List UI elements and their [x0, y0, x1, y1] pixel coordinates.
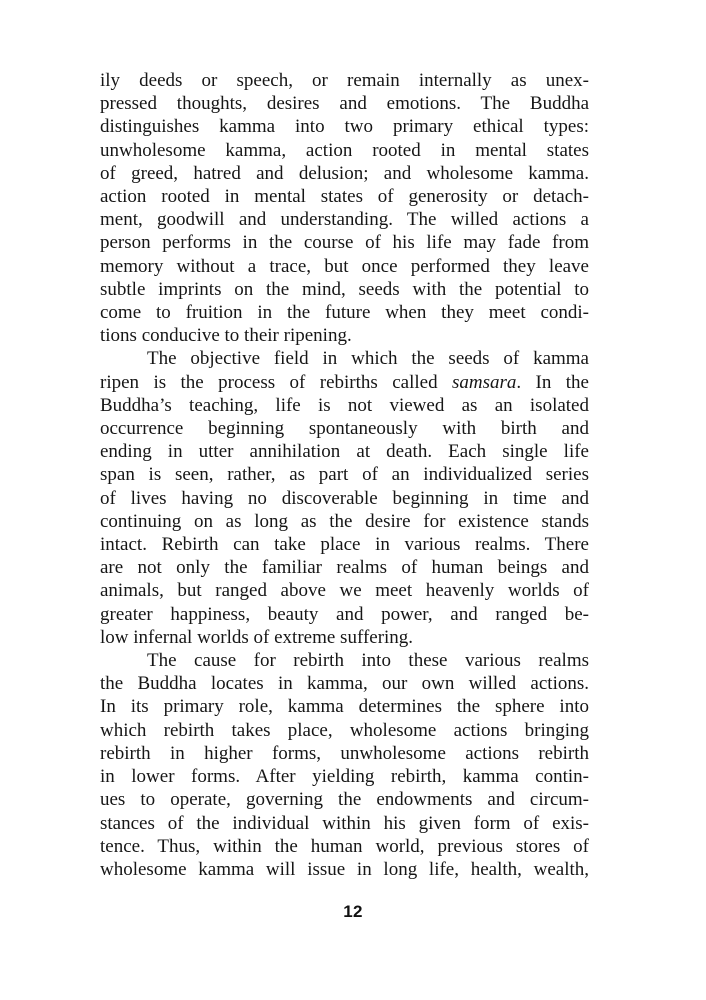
text-line	[100, 487, 589, 510]
text-line	[100, 765, 589, 788]
text-line	[100, 858, 589, 881]
text-segment: ending in utter annihilation at death. Each single life	[100, 441, 589, 463]
text-segment: tions conducive to their ripening.	[100, 325, 352, 347]
text-segment: the Buddha locates in kamma, our own willed actions.	[100, 673, 589, 695]
text-segment: animals, but ranged above we meet heavenly worlds of	[100, 580, 589, 602]
text-line	[100, 231, 589, 254]
text-line	[100, 162, 589, 185]
text-segment: low infernal worlds of extreme suffering.	[100, 626, 414, 648]
text-line	[100, 649, 589, 672]
text-segment: ily deeds or speech, or remain internally as unex-	[100, 70, 589, 91]
text-segment: unwholesome kamma, action rooted in mental states	[100, 139, 589, 161]
text-line	[100, 208, 589, 231]
text-segment: distinguishes kamma into two primary ethical types:	[100, 116, 589, 138]
page-number: 12	[343, 902, 363, 921]
text-line	[100, 788, 589, 811]
text-line	[100, 835, 589, 858]
text-line	[100, 626, 589, 649]
text-segment: continuing on as long as the desire for existence stands	[100, 510, 589, 532]
text-segment: wholesome kamma will issue in long life, health, wealth,	[100, 858, 589, 880]
text-line	[100, 324, 589, 347]
text-segment: rebirth in higher forms, unwholesome actions rebirth	[100, 742, 589, 764]
text-line	[100, 579, 589, 602]
text-line	[100, 301, 589, 324]
text-line	[100, 695, 589, 718]
text-line	[100, 115, 589, 138]
text-line	[100, 742, 589, 765]
text-segment: action rooted in mental states of generosity or detach-	[100, 186, 589, 208]
text-segment: in lower forms. After yielding rebirth, kamma contin-	[100, 766, 589, 788]
text-segment: Buddha’s teaching, life is not viewed as an isolated	[100, 394, 589, 416]
text-segment: of lives having no discoverable beginning in time and	[100, 487, 589, 509]
text-segment: memory without a trace, but once performed they leave	[100, 255, 589, 277]
text-line	[100, 278, 589, 301]
text-segment: are not only the familiar realms of human beings and	[100, 557, 589, 579]
text-line	[100, 533, 589, 556]
text-line	[100, 417, 589, 440]
text-segment: . In the	[516, 371, 589, 393]
text-segment: tence. Thus, within the human world, previous stores of	[100, 835, 589, 857]
text-segment: occurrence beginning spontaneously with birth and	[100, 418, 589, 440]
text-segment: come to fruition in the future when they meet condi-	[100, 302, 589, 324]
text-line	[100, 255, 589, 278]
text-line	[100, 463, 589, 486]
text-segment: ment, goodwill and understanding. The willed actions a	[100, 209, 589, 231]
text-segment: In its primary role, kamma determines the sphere into	[100, 696, 589, 718]
text-line	[100, 603, 589, 626]
text-line	[100, 510, 589, 533]
text-segment: of greed, hatred and delusion; and wholesome kamma.	[100, 162, 589, 184]
paragraph	[100, 69, 589, 347]
text-line	[100, 719, 589, 742]
text-line	[100, 672, 589, 695]
text-segment: pressed thoughts, desires and emotions. The Buddha	[100, 93, 589, 115]
text-line	[100, 371, 589, 394]
text-segment: intact. Rebirth can take place in various realms. There	[100, 534, 589, 556]
text-line	[100, 812, 589, 835]
text-segment: subtle imprints on the mind, seeds with the potential to	[100, 278, 589, 300]
text-segment: ues to operate, governing the endowments and circum-	[100, 789, 589, 811]
paragraph	[100, 347, 589, 649]
text-segment: stances of the individual within his given form of exis-	[100, 812, 589, 834]
text-segment: person performs in the course of his life may fade from	[100, 232, 589, 254]
text-line	[100, 92, 589, 115]
text-line	[100, 347, 589, 370]
text-line	[100, 556, 589, 579]
text-line	[100, 394, 589, 417]
text-segment: The cause for rebirth into these various realms	[147, 650, 589, 672]
text-line	[100, 139, 589, 162]
text-segment: The objective field in which the seeds of kamma	[147, 348, 589, 370]
text-line	[100, 440, 589, 463]
text-line	[100, 185, 589, 208]
text-segment: span is seen, rather, as part of an individualized series	[100, 464, 589, 486]
page-text	[100, 69, 589, 881]
italic-term: samsara	[451, 371, 517, 393]
text-segment: which rebirth takes place, wholesome actions bringing	[100, 719, 589, 741]
text-line	[100, 69, 589, 92]
text-segment: ripen is the process of rebirths called	[100, 371, 452, 393]
text-segment: greater happiness, beauty and power, and ranged be-	[100, 603, 589, 625]
paragraph	[100, 649, 589, 881]
